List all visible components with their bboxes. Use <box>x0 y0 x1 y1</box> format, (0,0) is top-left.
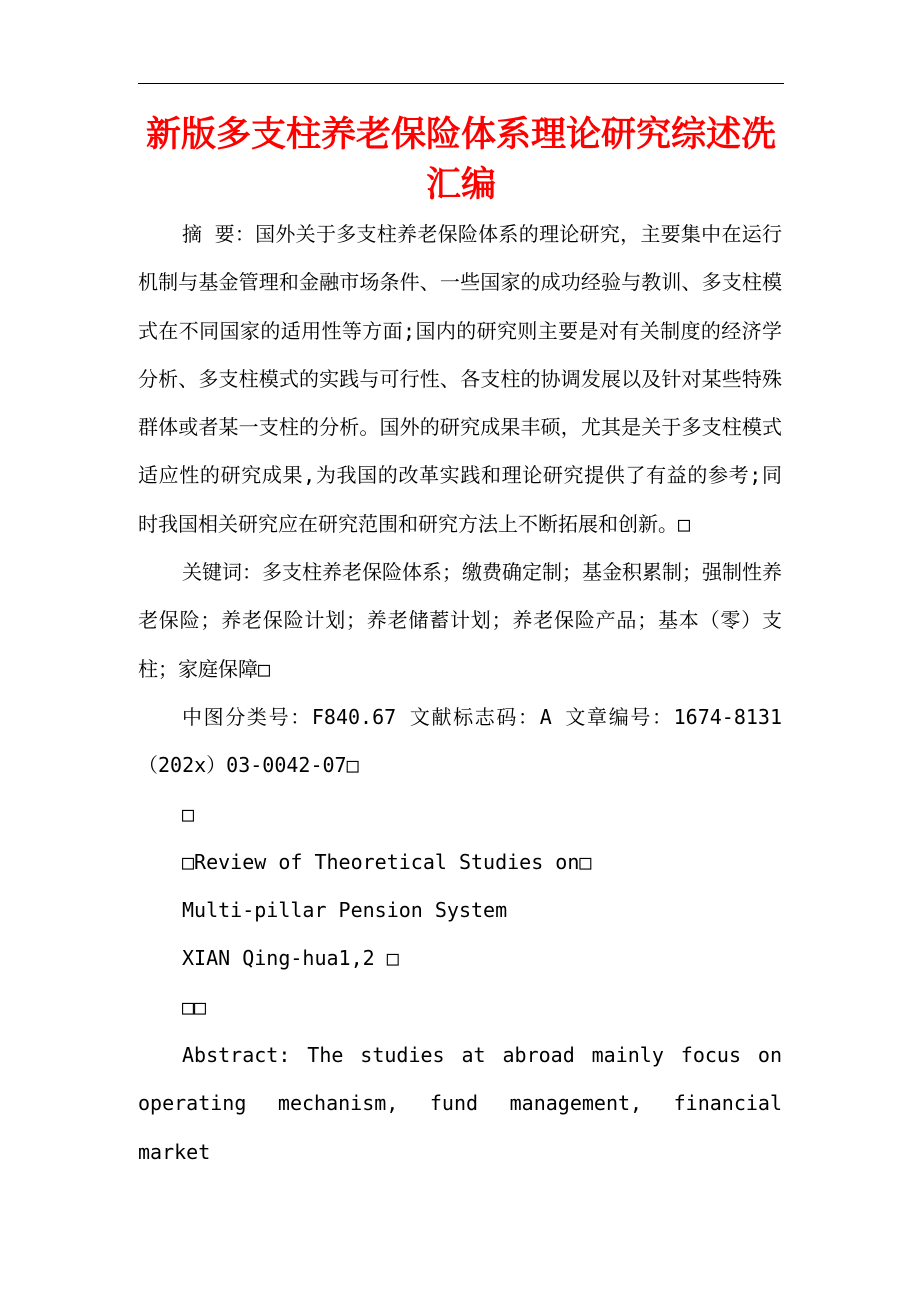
classification-info: 中图分类号：F840.67 文献标志码：A 文章编号：1674-8131（202x）03-0042-07□ <box>138 704 782 778</box>
author-name: XIAN Qing-hua1,2 □ <box>182 946 399 971</box>
blank-mark: □□ <box>182 994 207 1019</box>
header-rule <box>138 83 784 84</box>
document-body <box>138 210 782 1176</box>
abstract-chinese: 摘 要：国外关于多支柱养老保险体系的理论研究，主要集中在运行机制与基金管理和金融市场条件、一些国家的成功经验与教训、多支柱模式在不同国家的适用性等方面;国内的研究则主要是对有关制度的经济学分析、多支柱模式的实践与可行性、各支柱的协调发展以及针对某些特殊群体或者某一支柱的分析。国外的研究成果丰硕，尤其是关于多支柱模式适应性的研究成果,为我国的改革实践和理论研究提供了有益的参考;同时我国相关研究应在研究范围和研究方法上不断拓展和创新。□ <box>138 222 782 536</box>
document-title: 新版多支柱养老保险体系理论研究综述冼汇编 <box>145 114 776 205</box>
english-title-line-1: □Review of Theoretical Studies on□ <box>182 849 592 874</box>
abstract-english-line-1: Abstract: The studies at abroad mainly focus on <box>182 1043 782 1068</box>
abstract-english-line-2: operating mechanism, fund management, financial market <box>138 1091 782 1164</box>
keywords-chinese: 关键词：多支柱养老保险体系；缴费确定制；基金积累制；强制性养老保险；养老保险计划；养老储蓄计划；养老保险产品；基本（零）支柱；家庭保障□ <box>138 560 782 681</box>
blank-mark: □ <box>182 801 195 826</box>
english-title-line-2: Multi-pillar Pension System <box>182 898 508 923</box>
